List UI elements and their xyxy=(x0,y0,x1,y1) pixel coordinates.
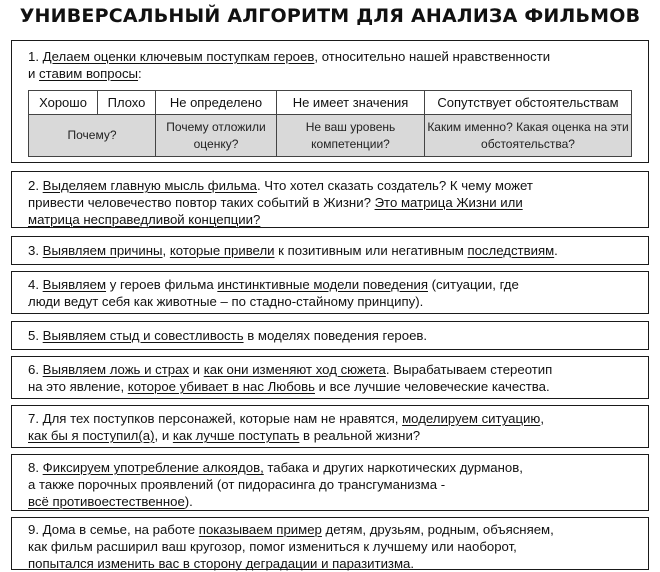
step-6-box xyxy=(11,356,649,399)
step-text: детям, друзьям, родным, объясняем, xyxy=(321,522,554,537)
underlined-phrase: Выявляем стыд и совестливость xyxy=(42,328,244,343)
step-8-box xyxy=(11,454,649,511)
underlined-phrase: Выявляем причины xyxy=(42,243,163,258)
step-text: привести человечество повтор таких событий в Жизни? xyxy=(28,195,375,210)
step-text: . xyxy=(554,243,558,258)
step-3-box xyxy=(11,236,649,265)
step-text: , относительно нашей нравственности xyxy=(314,49,551,64)
evaluation-header-bad: Плохо xyxy=(98,91,156,115)
step-text: : xyxy=(138,66,142,81)
step-text: и xyxy=(28,66,40,81)
step-2-line-2 xyxy=(28,194,632,211)
underlined-phrase: как бы я поступил(а) xyxy=(28,428,155,443)
step-text: , xyxy=(162,243,170,258)
step-number: 7. xyxy=(28,411,43,426)
step-number: 6. xyxy=(28,362,43,377)
step-text: и xyxy=(189,362,204,377)
step-text: и все лучшие человеческие качества. xyxy=(314,379,550,394)
step-number: 5. xyxy=(28,328,43,343)
step-8-line-2 xyxy=(28,476,632,493)
step-4-line-1 xyxy=(28,276,632,293)
evaluation-header-row xyxy=(29,91,632,115)
page-title: УНИВЕРСАЛЬНЫЙ АЛГОРИТМ ДЛЯ АНАЛИЗА ФИЛЬМОВ xyxy=(19,5,641,27)
step-9-line-2 xyxy=(28,538,632,555)
step-text: люди ведут себя как животные – по стадно-стайному принципу). xyxy=(28,294,424,309)
step-text: на это явление, xyxy=(28,379,128,394)
step-text: Для тех поступков персонажей, которые нам не нравятся, xyxy=(42,411,403,426)
step-number: 2. xyxy=(28,178,43,193)
step-text: у героев фильма xyxy=(106,277,218,292)
step-2-line-3 xyxy=(28,211,632,228)
underlined-phrase: Делаем оценки ключевым поступкам героев xyxy=(42,49,315,64)
evaluation-question-why: Почему? xyxy=(29,115,156,157)
step-8-line-3 xyxy=(28,493,632,510)
step-6-line-2 xyxy=(28,378,632,395)
underlined-phrase: Выявляем ложь и страх xyxy=(42,362,190,377)
step-7-line-1 xyxy=(28,410,632,427)
step-2-line-1 xyxy=(28,177,632,194)
underlined-phrase: как лучше поступать xyxy=(172,428,300,443)
underlined-phrase: как они изменяют ход сюжета xyxy=(203,362,386,377)
step-1-box xyxy=(11,40,649,163)
step-number: 8. xyxy=(28,460,43,475)
step-7-box xyxy=(11,405,649,448)
evaluation-header-circumstances: Сопутствует обстоятельствам xyxy=(425,91,632,115)
step-4-box xyxy=(11,271,649,314)
step-2-box xyxy=(11,171,649,228)
evaluation-header-good: Хорошо xyxy=(29,91,98,115)
step-text: , xyxy=(540,411,544,426)
step-text: . Что хотел сказать создатель? К чему может xyxy=(256,178,533,193)
evaluation-header-irrelevant: Не имеет значения xyxy=(277,91,425,115)
step-number: 3. xyxy=(28,243,43,258)
step-5-line-1 xyxy=(28,327,632,344)
step-text: в моделях поведения героев. xyxy=(243,328,428,343)
step-4-line-2 xyxy=(28,293,632,310)
step-6-line-1 xyxy=(28,361,632,378)
step-text: в реальной жизни? xyxy=(299,428,421,443)
underlined-phrase: показываем пример xyxy=(198,522,322,537)
step-number: 9. xyxy=(28,522,43,537)
step-1-line-2 xyxy=(28,65,632,82)
step-9-line-1 xyxy=(28,521,632,538)
step-3-line-1 xyxy=(28,242,632,259)
step-9-box xyxy=(11,517,649,570)
step-8-line-1 xyxy=(28,459,632,476)
step-text: Дома в семье, на работе xyxy=(42,522,199,537)
underlined-phrase: Выявляем xyxy=(42,277,107,292)
step-text: ). xyxy=(184,494,193,509)
step-5-box xyxy=(11,321,649,350)
step-number: 1. xyxy=(28,49,43,64)
underlined-phrase: инстинктивные модели поведения xyxy=(217,277,428,292)
step-text: попытался изменить вас в сторону деградации и паразитизма. xyxy=(28,556,415,571)
step-text: , и xyxy=(154,428,173,443)
step-1-line-1 xyxy=(28,48,632,65)
step-text: к позитивным или негативным xyxy=(274,243,468,258)
underlined-phrase: Это матрица Жизни или xyxy=(374,195,523,210)
step-text: . Вырабатываем стереотип xyxy=(385,362,553,377)
underlined-phrase: всё противоестественное xyxy=(28,494,185,509)
underlined-phrase: матрица несправедливой концепции? xyxy=(28,212,261,227)
underlined-phrase: которое убивает в нас Любовь xyxy=(127,379,315,394)
underlined-phrase: которые привели xyxy=(169,243,275,258)
evaluation-question-postponed: Почему отложили оценку? xyxy=(156,115,277,157)
step-9-line-3 xyxy=(28,555,632,572)
evaluation-question-row xyxy=(29,115,632,157)
evaluation-question-which: Каким именно? Какая оценка на эти обстоятельства? xyxy=(425,115,632,157)
step-text: табака и других наркотических дурманов, xyxy=(263,460,523,475)
evaluation-question-competence: Не ваш уровень компетенции? xyxy=(277,115,425,157)
step-number: 4. xyxy=(28,277,43,292)
evaluation-table xyxy=(28,90,632,157)
underlined-phrase: последствиям xyxy=(467,243,555,258)
step-text: (ситуации, где xyxy=(427,277,519,292)
underlined-phrase: Выделяем главную мысль фильма xyxy=(42,178,257,193)
underlined-phrase: моделируем ситуацию xyxy=(402,411,541,426)
evaluation-header-undefined: Не определено xyxy=(156,91,277,115)
underlined-phrase: Фиксируем употребление алкоядов, xyxy=(42,460,264,475)
step-text: как фильм расширил ваш кругозор, помог измениться к лучшему или наоборот, xyxy=(28,539,517,554)
step-text: а также порочных проявлений (от пидорасинга до трансгуманизма - xyxy=(28,477,446,492)
underlined-phrase: ставим вопросы xyxy=(39,66,139,81)
step-7-line-2 xyxy=(28,427,632,444)
